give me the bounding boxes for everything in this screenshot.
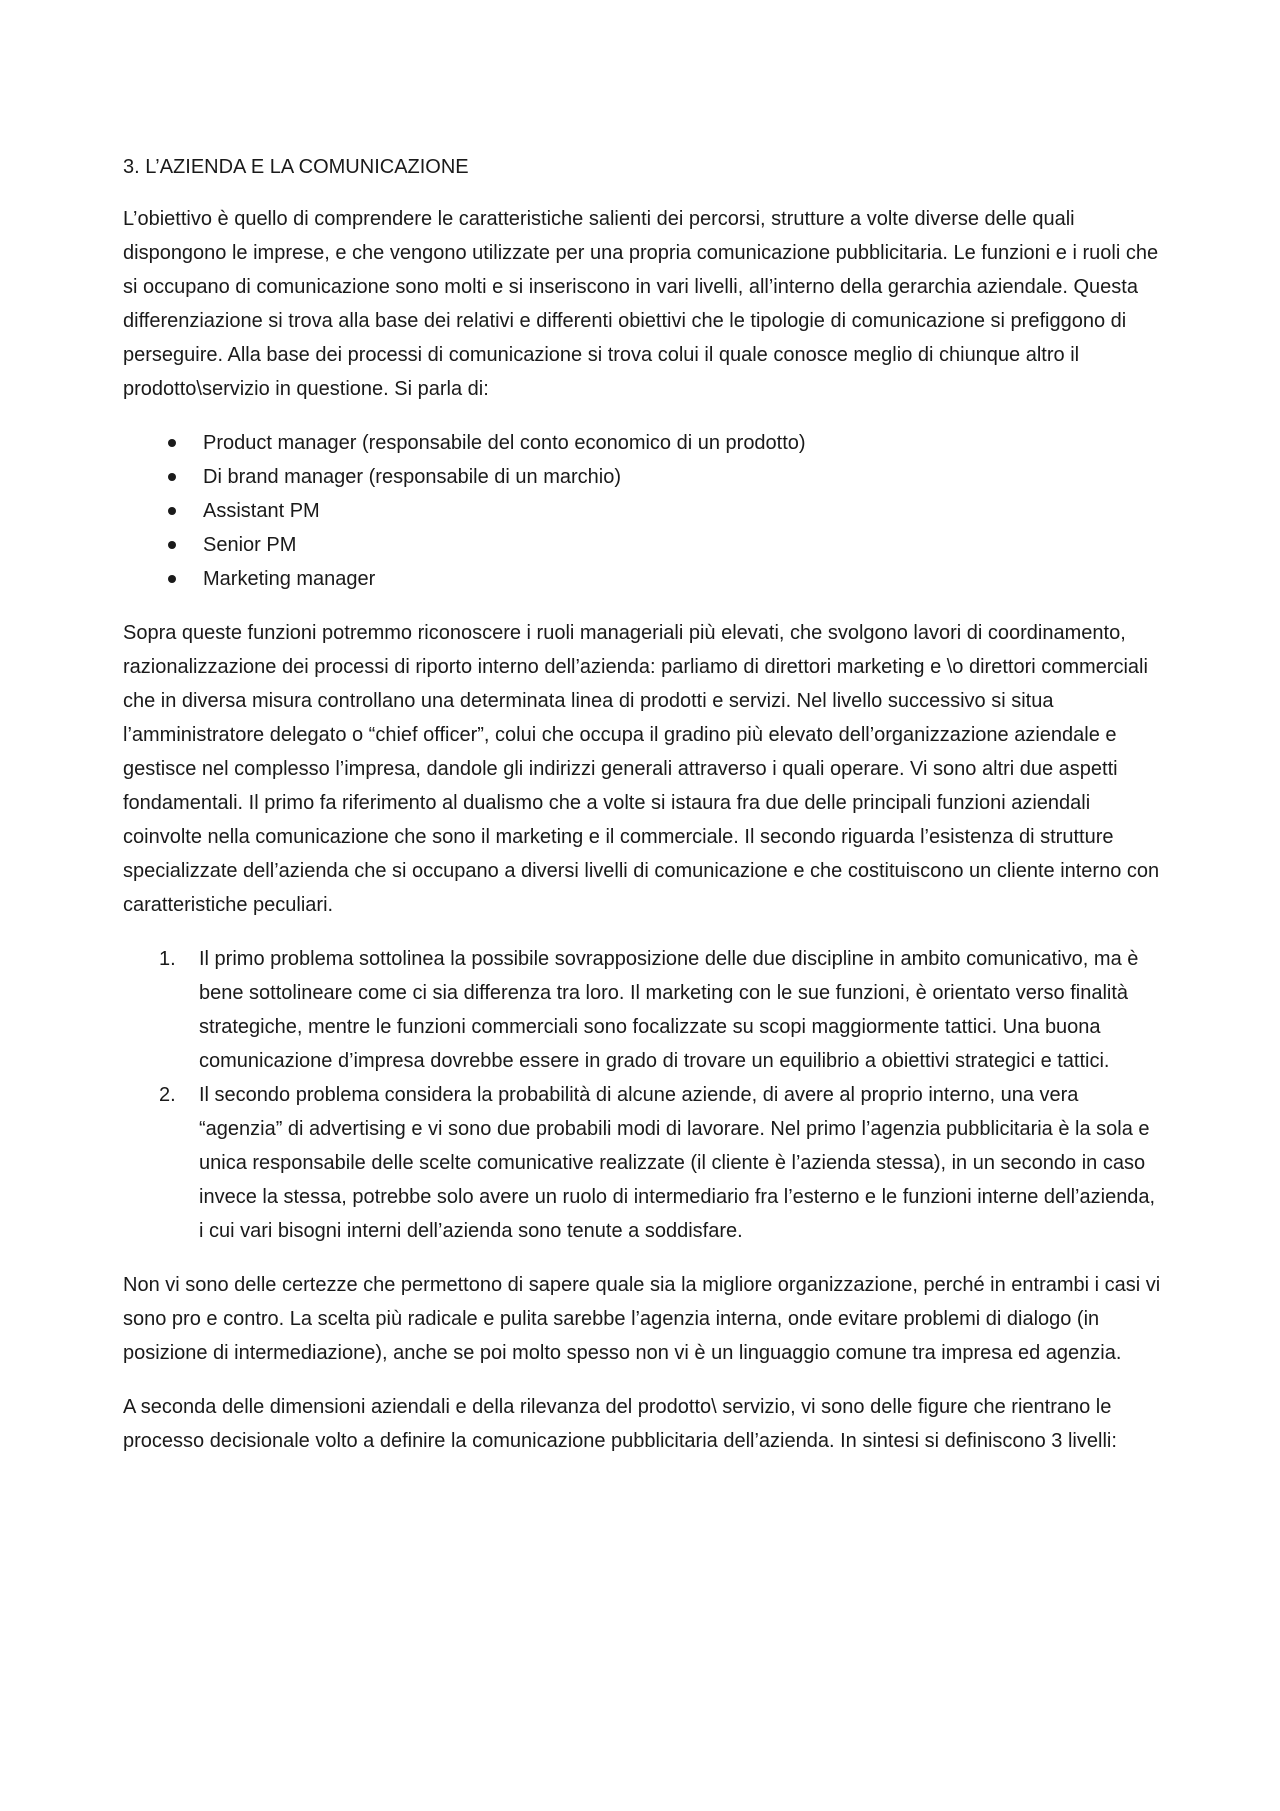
list-item [123,942,1163,1078]
roles-list [123,426,1163,596]
list-item-text: Il primo problema sottolinea la possibile sovrapposizione delle due discipline in ambito comunicativo, ma è bene sottolineare come ci sia differenza tra loro. Il marketing con le sue funzioni, è orientato verso finalità strategiche, mentre le funzioni commerciali sono focalizzate su scopi maggiormente tattici. Una buona comunicazione d’impresa dovrebbe essere in grado di trovare un equilibrio a obiettivi strategici e tattici. [199,948,1139,1072]
list-item-text: Di brand manager (responsabile di un marchio) [203,466,621,488]
organization-paragraph: Non vi sono delle certezze che permettono di sapere quale sia la migliore organizzazione, perché in entrambi i casi vi sono pro e contro. La scelta più radicale e pulita sarebbe l’agenzia interna, onde evitare problemi di dialogo (in posizione di intermediazione), anche se poi molto spesso non vi è un linguaggio comune tra impresa ed agenzia. [123,1274,1161,1364]
bullet-icon [168,575,176,583]
list-item-text: Il secondo problema considera la probabilità di alcune aziende, di avere al proprio interno, una vera “agenzia” di advertising e vi sono due probabili modi di lavorare. Nel primo l’agenzia pubblicitaria è la sola e unica responsabile delle scelte comunicative realizzate (il cliente è l’azienda stessa), in un secondo in caso invece la stessa, potrebbe solo avere un ruolo di intermediario fra l’esterno e le funzioni interne dell’azienda, i cui vari bisogni interni dell’azienda sono tenute a soddisfare. [199,1084,1156,1242]
list-item [123,460,1163,494]
problems-list [123,942,1163,1248]
intro-paragraph: L’obiettivo è quello di comprendere le caratteristiche salienti dei percorsi, strutture a volte diverse delle quali dispongono le imprese, e che vengono utilizzate per una propria comunicazione pubblicitaria. Le funzioni e i ruoli che si occupano di comunicazione sono molti e si inseriscono in vari livelli, all’interno della gerarchia aziendale. Questa differenziazione si trova alla base dei relativi e differenti obiettivi che le tipologie di comunicazione si prefiggono di perseguire. Alla base dei processi di comunicazione si trova colui il quale conosce meglio di chiunque altro il prodotto\servizio in questione. Si parla di: [123,208,1159,400]
bullet-icon [168,541,176,549]
list-number: 1. [159,948,176,970]
document-page [123,150,1163,1478]
list-item [123,1078,1163,1248]
list-number: 2. [159,1084,176,1106]
bullet-icon [168,473,176,481]
management-paragraph: Sopra queste funzioni potremmo riconoscere i ruoli manageriali più elevati, che svolgono lavori di coordinamento, razionalizzazione dei processi di riporto interno dell’azienda: parliamo di direttori marketing e \o direttori commerciali che in diversa misura controllano una determinata linea di prodotti e servizi. Nel livello successivo si situa l’amministratore delegato o “chief officer”, colui che occupa il gradino più elevato dell’organizzazione aziendale e gestisce nel complesso l’impresa, dandole gli indirizzi generali attraverso i quali operare. Vi sono altri due aspetti fondamentali. Il primo fa riferimento al dualismo che a volte si istaura fra due delle principali funzioni aziendali coinvolte nella comunicazione che sono il marketing e il commerciale. Il secondo riguarda l’esistenza di strutture specializzate dell’azienda che si occupano a diversi livelli di comunicazione e che costituiscono un cliente interno con caratteristiche peculiari. [123,622,1160,916]
list-item [123,494,1163,528]
list-item [123,426,1163,460]
bullet-icon [168,507,176,515]
list-item-text: Marketing manager [203,568,376,590]
list-item-text: Product manager (responsabile del conto economico di un prodotto) [203,432,806,454]
bullet-icon [168,439,176,447]
list-item-text: Senior PM [203,534,297,556]
list-item-text: Assistant PM [203,500,320,522]
list-item [123,528,1163,562]
list-item [123,562,1163,596]
section-title: 3. L’AZIENDA E LA COMUNICAZIONE [123,156,469,178]
levels-paragraph: A seconda delle dimensioni aziendali e della rilevanza del prodotto\ servizio, vi sono delle figure che rientrano le processo decisionale volto a definire la comunicazione pubblicitaria dell’azienda. In sintesi si definiscono 3 livelli: [123,1396,1117,1452]
